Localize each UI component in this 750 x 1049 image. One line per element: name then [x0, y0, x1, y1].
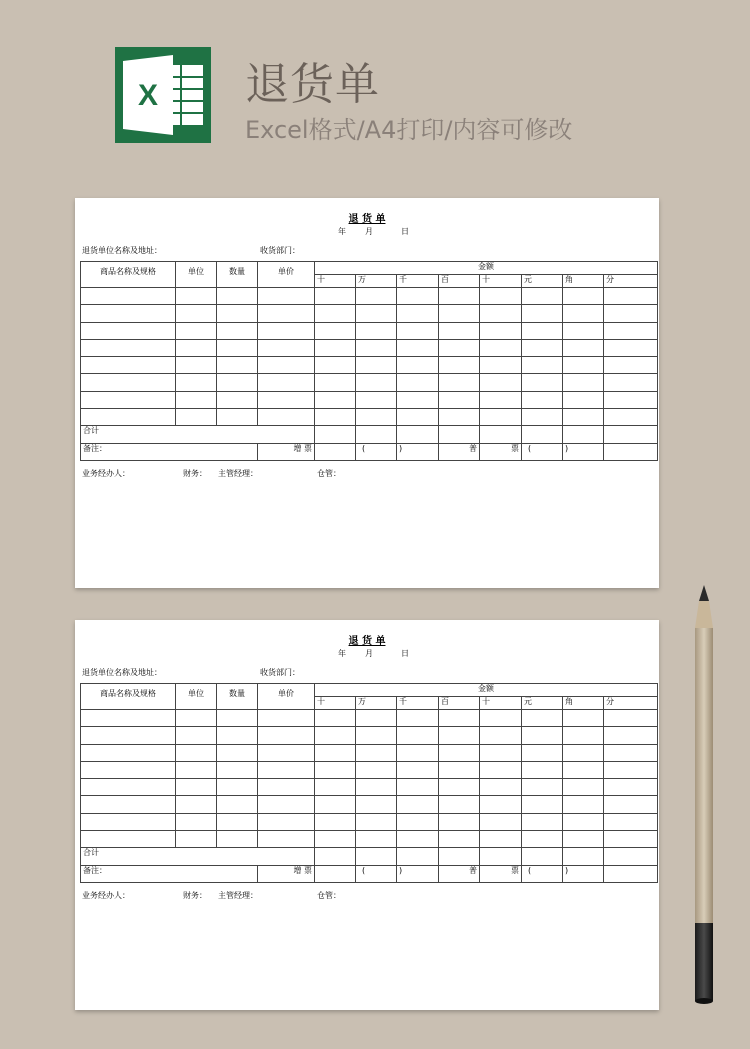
return-unit-label: 退货单位名称及地址： — [82, 668, 162, 677]
vat-label: 增 票 — [258, 443, 315, 460]
finance-label: 财务： — [183, 469, 207, 478]
digit-header: 千 — [397, 275, 439, 288]
col-amount: 金额 — [315, 262, 658, 275]
col-price: 单价 — [258, 262, 315, 288]
manager-label: 主管经理： — [218, 469, 258, 478]
col-unit: 单位 — [176, 262, 217, 288]
digit-header: 角 — [563, 697, 604, 710]
date-year: 年 — [338, 649, 346, 658]
col-product: 商品名称及规格 — [81, 684, 176, 710]
warehouse-label: 仓管： — [317, 891, 341, 900]
date-month: 月 — [365, 227, 373, 236]
digit-header: 角 — [563, 275, 604, 288]
table-row — [81, 710, 658, 727]
col-product: 商品名称及规格 — [81, 262, 176, 288]
pencil-icon — [689, 583, 719, 1008]
digit-header: 千 — [397, 697, 439, 710]
table-row — [81, 305, 658, 322]
normal-label-2: 票 — [480, 443, 522, 460]
date-day: 日 — [401, 649, 409, 658]
vat-paren-open: ( — [356, 865, 397, 882]
return-unit-label: 退货单位名称及地址： — [82, 246, 162, 255]
vat-paren-close: ) — [397, 865, 439, 882]
table-row — [81, 391, 658, 408]
digit-header: 十 — [315, 697, 356, 710]
table-row — [81, 357, 658, 374]
table-row — [81, 744, 658, 761]
digit-header: 百 — [439, 697, 480, 710]
receiving-dept-label: 收货部门： — [260, 246, 300, 255]
receiving-dept-label: 收货部门： — [260, 668, 300, 677]
col-qty: 数量 — [217, 684, 258, 710]
table-row — [81, 339, 658, 356]
table-row — [81, 322, 658, 339]
table-row — [81, 761, 658, 778]
digit-header: 万 — [356, 275, 397, 288]
remark-row — [81, 865, 658, 882]
warehouse-label: 仓管： — [317, 469, 341, 478]
col-qty: 数量 — [217, 262, 258, 288]
table-row — [81, 813, 658, 830]
form-title: 退 货 单 — [348, 636, 386, 647]
col-unit: 单位 — [176, 684, 217, 710]
normal-label: 普 — [439, 443, 480, 460]
col-amount: 金额 — [315, 684, 658, 697]
digit-header: 十 — [480, 275, 522, 288]
remark-row — [81, 443, 658, 460]
return-table — [80, 261, 658, 461]
digit-header: 元 — [522, 697, 563, 710]
table-row — [81, 374, 658, 391]
form-title: 退 货 单 — [348, 214, 386, 225]
normal-paren-close: ) — [563, 443, 604, 460]
vat-paren-open: ( — [356, 443, 397, 460]
date-month: 月 — [365, 649, 373, 658]
total-row — [81, 426, 658, 443]
col-price: 单价 — [258, 684, 315, 710]
manager-label: 主管经理： — [218, 891, 258, 900]
vat-label: 增 票 — [258, 865, 315, 882]
normal-paren-open: ( — [522, 443, 563, 460]
excel-logo-letter: X — [137, 79, 159, 112]
digit-header: 万 — [356, 697, 397, 710]
digit-header: 十 — [315, 275, 356, 288]
digit-header: 分 — [604, 275, 658, 288]
digit-header: 十 — [480, 697, 522, 710]
form-preview-1 — [75, 198, 659, 588]
normal-paren-close: ) — [563, 865, 604, 882]
excel-icon — [115, 47, 211, 143]
total-label: 合计 — [81, 426, 315, 443]
remark-label: 备注： — [81, 443, 258, 460]
digit-header: 元 — [522, 275, 563, 288]
form-preview-2 — [75, 620, 659, 1010]
table-row — [81, 779, 658, 796]
digit-header: 分 — [604, 697, 658, 710]
page-subtitle: Excel格式/A4打印/内容可修改 — [245, 116, 573, 144]
handler-label: 业务经办人： — [82, 891, 130, 900]
table-row — [81, 796, 658, 813]
date-day: 日 — [401, 227, 409, 236]
remark-label: 备注： — [81, 865, 258, 882]
table-row — [81, 409, 658, 426]
return-table — [80, 683, 658, 883]
table-row — [81, 288, 658, 305]
normal-paren-open: ( — [522, 865, 563, 882]
finance-label: 财务： — [183, 891, 207, 900]
vat-paren-close: ) — [397, 443, 439, 460]
page-title: 退货单 — [245, 59, 380, 110]
normal-label: 普 — [439, 865, 480, 882]
total-row — [81, 848, 658, 865]
normal-label-2: 票 — [480, 865, 522, 882]
handler-label: 业务经办人： — [82, 469, 130, 478]
digit-header: 百 — [439, 275, 480, 288]
table-row — [81, 727, 658, 744]
total-label: 合计 — [81, 848, 315, 865]
date-year: 年 — [338, 227, 346, 236]
table-row — [81, 831, 658, 848]
